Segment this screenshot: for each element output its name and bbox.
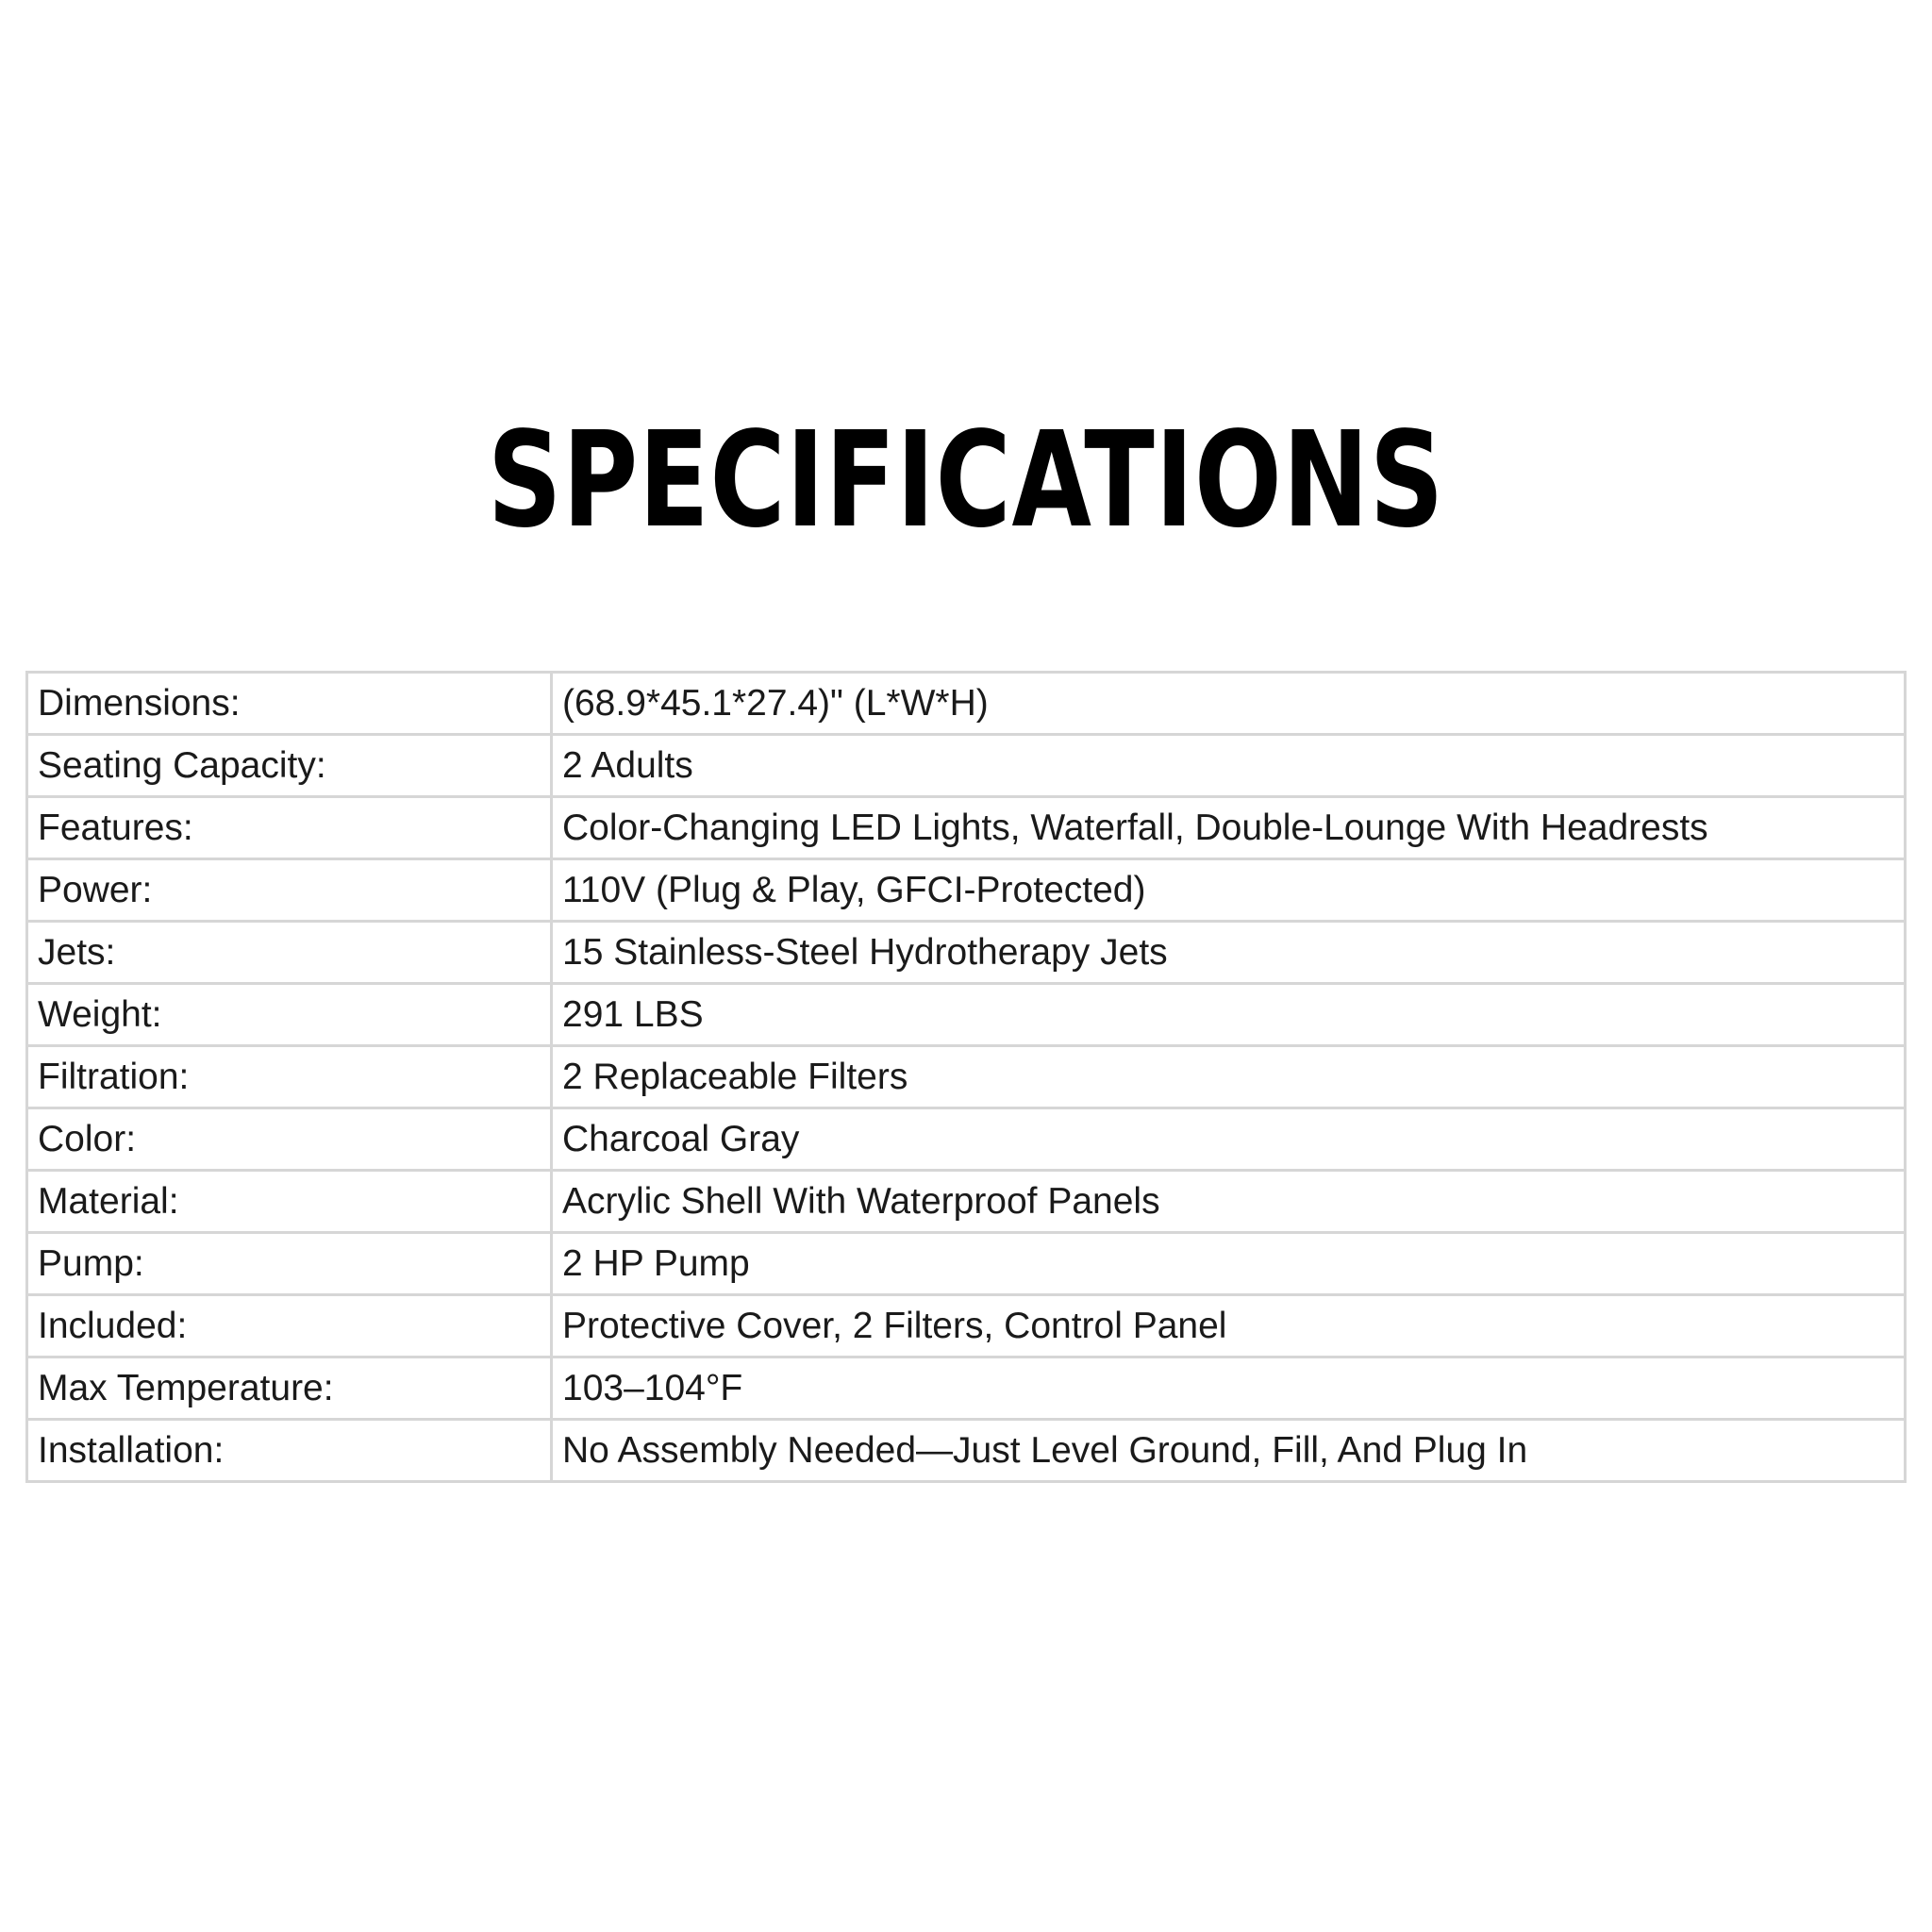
spec-value: 291 LBS	[552, 984, 1906, 1046]
table-row	[27, 1233, 1906, 1295]
spec-label: Max Temperature:	[27, 1357, 552, 1420]
table-row	[27, 984, 1906, 1046]
spec-label: Filtration:	[27, 1046, 552, 1108]
spec-label: Installation:	[27, 1420, 552, 1482]
table-row	[27, 735, 1906, 797]
table-row	[27, 1108, 1906, 1171]
table-row	[27, 1171, 1906, 1233]
spec-value: 2 Adults	[552, 735, 1906, 797]
spec-value: 15 Stainless-Steel Hydrotherapy Jets	[552, 922, 1906, 984]
spec-label: Weight:	[27, 984, 552, 1046]
spec-label: Features:	[27, 797, 552, 859]
spec-label: Color:	[27, 1108, 552, 1171]
spec-label: Jets:	[27, 922, 552, 984]
table-row	[27, 1046, 1906, 1108]
spec-value: No Assembly Needed—Just Level Ground, Fill, And Plug In	[552, 1420, 1906, 1482]
table-row	[27, 1420, 1906, 1482]
spec-value: Acrylic Shell With Waterproof Panels	[552, 1171, 1906, 1233]
spec-value: 103–104°F	[552, 1357, 1906, 1420]
page-title: SPECIFICATIONS	[487, 404, 1445, 558]
spec-value: (68.9*45.1*27.4)" (L*W*H)	[552, 673, 1906, 735]
spec-value: Protective Cover, 2 Filters, Control Panel	[552, 1295, 1906, 1357]
table-row	[27, 1295, 1906, 1357]
table-row	[27, 859, 1906, 922]
spec-value: Color-Changing LED Lights, Waterfall, Double-Lounge With Headrests	[552, 797, 1906, 859]
spec-label: Dimensions:	[27, 673, 552, 735]
spec-label: Pump:	[27, 1233, 552, 1295]
spec-value: 2 Replaceable Filters	[552, 1046, 1906, 1108]
table-row	[27, 673, 1906, 735]
spec-label: Material:	[27, 1171, 552, 1233]
table-row	[27, 797, 1906, 859]
spec-label: Included:	[27, 1295, 552, 1357]
specifications-table	[25, 671, 1907, 1483]
table-row	[27, 922, 1906, 984]
spec-value: 110V (Plug & Play, GFCI-Protected)	[552, 859, 1906, 922]
spec-label: Seating Capacity:	[27, 735, 552, 797]
spec-value: Charcoal Gray	[552, 1108, 1906, 1171]
spec-value: 2 HP Pump	[552, 1233, 1906, 1295]
spec-label: Power:	[27, 859, 552, 922]
table-row	[27, 1357, 1906, 1420]
